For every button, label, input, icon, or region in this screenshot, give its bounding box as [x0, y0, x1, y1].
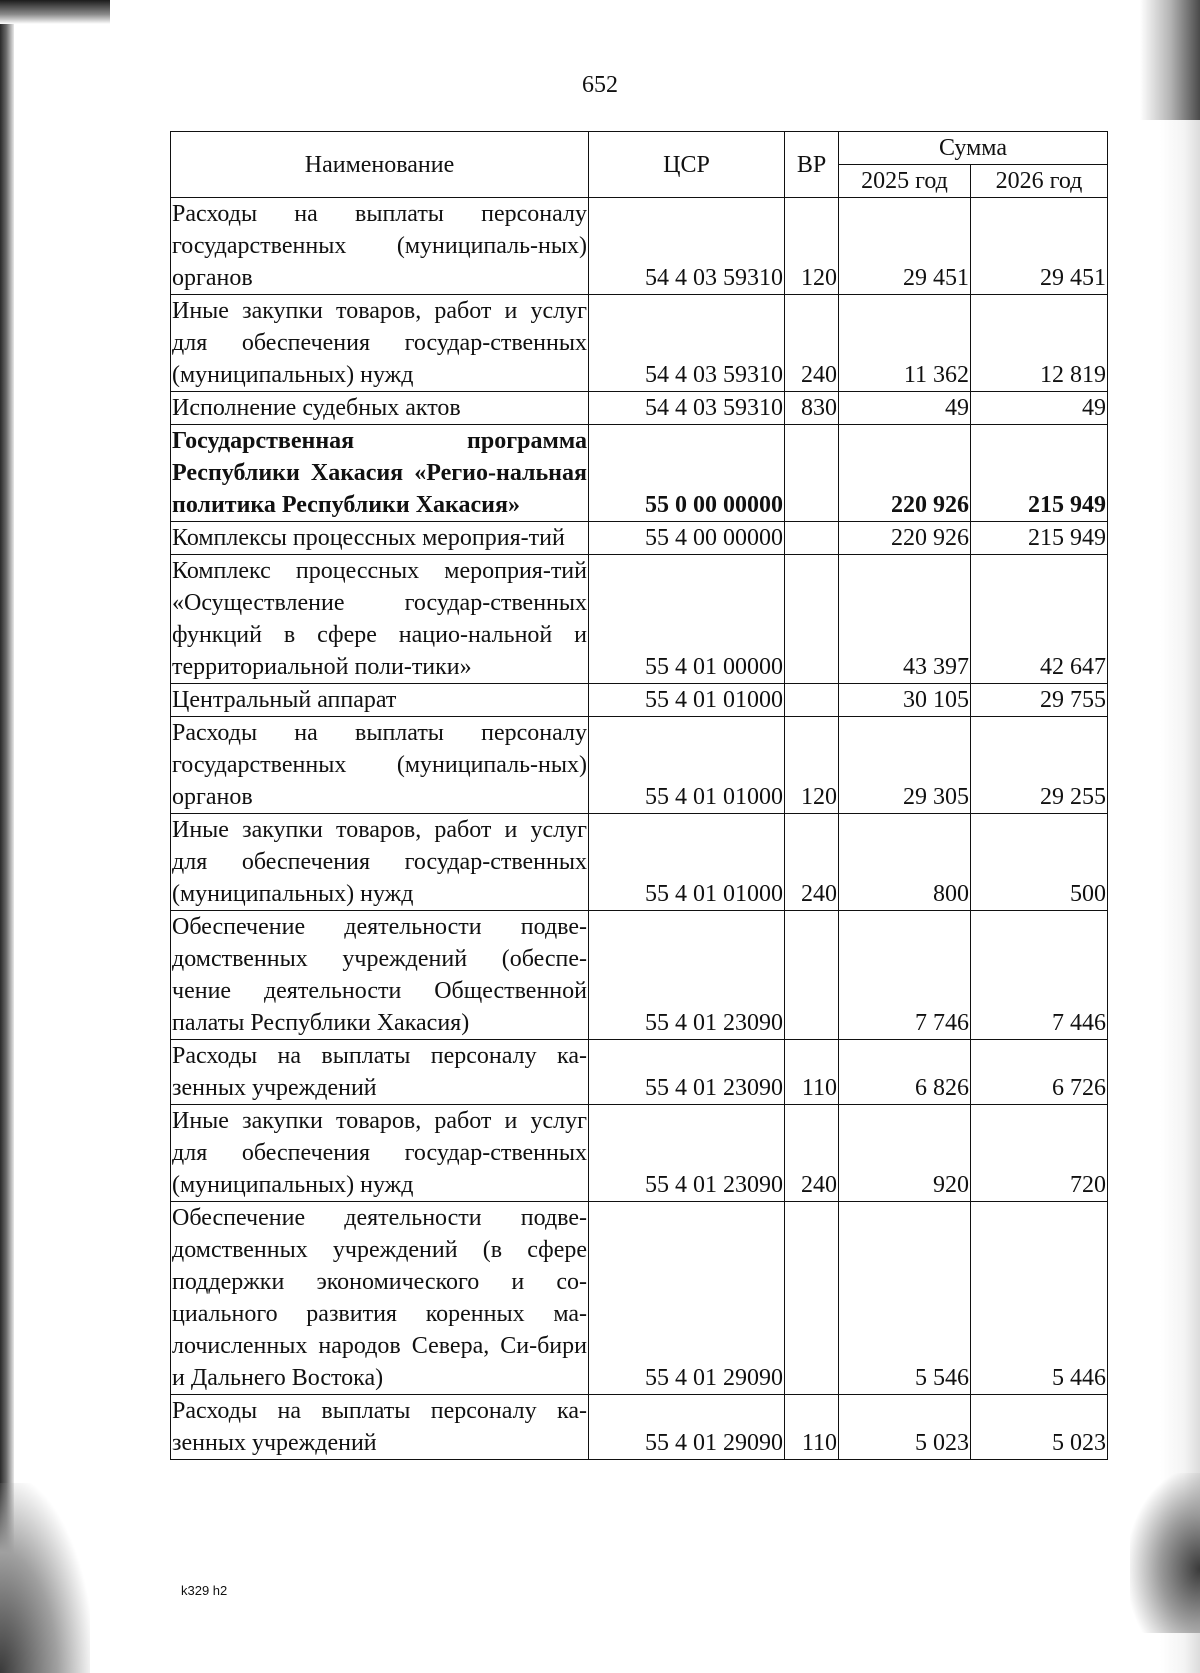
row-name-cell: Расходы на выплаты персоналу государственных (муниципаль-ных) органов: [171, 198, 589, 295]
row-2026-cell: 29 755: [971, 684, 1108, 717]
row-csr-cell: 55 4 01 00000: [589, 555, 785, 684]
row-name-cell: Государственная программа Республики Хакасия «Регио-нальная политика Республики Хакасия»: [171, 425, 589, 522]
table-row: [171, 425, 1108, 522]
table-row: [171, 1040, 1108, 1105]
footer-code: k329 h2: [181, 1583, 228, 1598]
row-vr-cell: 110: [785, 1040, 839, 1105]
table-row: [171, 717, 1108, 814]
scan-edge-right: [1160, 120, 1200, 1673]
row-vr-cell: 120: [785, 198, 839, 295]
row-name-cell: Исполнение судебных актов: [171, 392, 589, 425]
row-name-cell: Обеспечение деятельности подве-домственных учреждений (обеспе-чение деятельности Общественной палаты Республики Хакасия): [171, 911, 589, 1040]
header-csr: ЦСР: [589, 132, 785, 198]
table-row: [171, 392, 1108, 425]
row-csr-cell: 54 4 03 59310: [589, 295, 785, 392]
row-name-cell: Иные закупки товаров, работ и услуг для обеспечения государ-ственных (муниципальных) нужд: [171, 1105, 589, 1202]
row-csr-cell: 55 4 01 29090: [589, 1202, 785, 1395]
table-body: [171, 198, 1108, 1460]
row-2026-cell: 215 949: [971, 425, 1108, 522]
row-vr-cell: 240: [785, 814, 839, 911]
scan-corner-bottom-left: [0, 1483, 90, 1673]
row-2025-cell: 220 926: [839, 425, 971, 522]
header-name: Наименование: [171, 132, 589, 198]
row-vr-cell: [785, 684, 839, 717]
row-csr-cell: 55 4 01 23090: [589, 1105, 785, 1202]
row-2025-cell: 43 397: [839, 555, 971, 684]
row-csr-cell: 55 4 01 01000: [589, 684, 785, 717]
row-2025-cell: 29 305: [839, 717, 971, 814]
row-2026-cell: 7 446: [971, 911, 1108, 1040]
table-row: [171, 295, 1108, 392]
table-row: [171, 1202, 1108, 1395]
row-csr-cell: 55 4 01 23090: [589, 911, 785, 1040]
row-name-cell: Расходы на выплаты персоналу ка-зенных учреждений: [171, 1395, 589, 1460]
scan-corner-bottom-right: [1130, 1473, 1200, 1633]
row-vr-cell: [785, 522, 839, 555]
scan-corner-top-left: [0, 0, 110, 24]
row-2026-cell: 6 726: [971, 1040, 1108, 1105]
row-2026-cell: 5 446: [971, 1202, 1108, 1395]
row-csr-cell: 55 0 00 00000: [589, 425, 785, 522]
row-2026-cell: 12 819: [971, 295, 1108, 392]
header-year-2025: 2025 год: [839, 165, 971, 198]
row-csr-cell: 55 4 00 00000: [589, 522, 785, 555]
row-csr-cell: 55 4 01 01000: [589, 717, 785, 814]
row-2025-cell: 5 546: [839, 1202, 971, 1395]
row-2026-cell: 215 949: [971, 522, 1108, 555]
row-vr-cell: 240: [785, 295, 839, 392]
row-vr-cell: [785, 1202, 839, 1395]
row-vr-cell: 830: [785, 392, 839, 425]
header-year-2026: 2026 год: [971, 165, 1108, 198]
row-name-cell: Иные закупки товаров, работ и услуг для обеспечения государ-ственных (муниципальных) нужд: [171, 295, 589, 392]
row-2026-cell: 720: [971, 1105, 1108, 1202]
scan-corner-top-right: [1140, 0, 1200, 120]
table-row: [171, 684, 1108, 717]
row-csr-cell: 55 4 01 01000: [589, 814, 785, 911]
table-row: [171, 1395, 1108, 1460]
row-2025-cell: 6 826: [839, 1040, 971, 1105]
row-2025-cell: 11 362: [839, 295, 971, 392]
table-row: [171, 911, 1108, 1040]
row-2026-cell: 29 451: [971, 198, 1108, 295]
table-row: [171, 522, 1108, 555]
row-csr-cell: 55 4 01 23090: [589, 1040, 785, 1105]
row-csr-cell: 54 4 03 59310: [589, 198, 785, 295]
row-name-cell: Центральный аппарат: [171, 684, 589, 717]
row-2025-cell: 920: [839, 1105, 971, 1202]
row-2025-cell: 49: [839, 392, 971, 425]
table-row: [171, 814, 1108, 911]
row-vr-cell: [785, 911, 839, 1040]
row-name-cell: Комплексы процессных мероприя-тий: [171, 522, 589, 555]
row-2026-cell: 5 023: [971, 1395, 1108, 1460]
header-vr: ВР: [785, 132, 839, 198]
row-name-cell: Комплекс процессных мероприя-тий «Осуществление государ-ственных функций в сфере нацио-нальной и территориальной поли-тики»: [171, 555, 589, 684]
row-vr-cell: 240: [785, 1105, 839, 1202]
table-header: [171, 132, 1108, 198]
budget-table: [170, 131, 1108, 1460]
row-2026-cell: 42 647: [971, 555, 1108, 684]
row-2025-cell: 29 451: [839, 198, 971, 295]
row-2025-cell: 30 105: [839, 684, 971, 717]
table-row: [171, 198, 1108, 295]
header-sum: Сумма: [839, 132, 1108, 165]
table-row: [171, 1105, 1108, 1202]
row-csr-cell: 55 4 01 29090: [589, 1395, 785, 1460]
row-2025-cell: 5 023: [839, 1395, 971, 1460]
row-2026-cell: 500: [971, 814, 1108, 911]
row-2026-cell: 29 255: [971, 717, 1108, 814]
row-2025-cell: 800: [839, 814, 971, 911]
table-row: [171, 555, 1108, 684]
row-vr-cell: [785, 425, 839, 522]
row-name-cell: Расходы на выплаты персоналу государственных (муниципаль-ных) органов: [171, 717, 589, 814]
row-name-cell: Расходы на выплаты персоналу ка-зенных учреждений: [171, 1040, 589, 1105]
row-name-cell: Обеспечение деятельности подве-домственных учреждений (в сфере поддержки экономического и со-циального развития коренных ма-лочисленных народов Севера, Си-бири и Дальнего Востока): [171, 1202, 589, 1395]
row-vr-cell: 110: [785, 1395, 839, 1460]
scan-edge-left: [0, 0, 14, 1673]
row-name-cell: Иные закупки товаров, работ и услуг для обеспечения государ-ственных (муниципальных) нужд: [171, 814, 589, 911]
row-2025-cell: 7 746: [839, 911, 971, 1040]
page-number: 652: [582, 72, 618, 98]
row-2026-cell: 49: [971, 392, 1108, 425]
row-vr-cell: [785, 555, 839, 684]
row-csr-cell: 54 4 03 59310: [589, 392, 785, 425]
row-2025-cell: 220 926: [839, 522, 971, 555]
row-vr-cell: 120: [785, 717, 839, 814]
